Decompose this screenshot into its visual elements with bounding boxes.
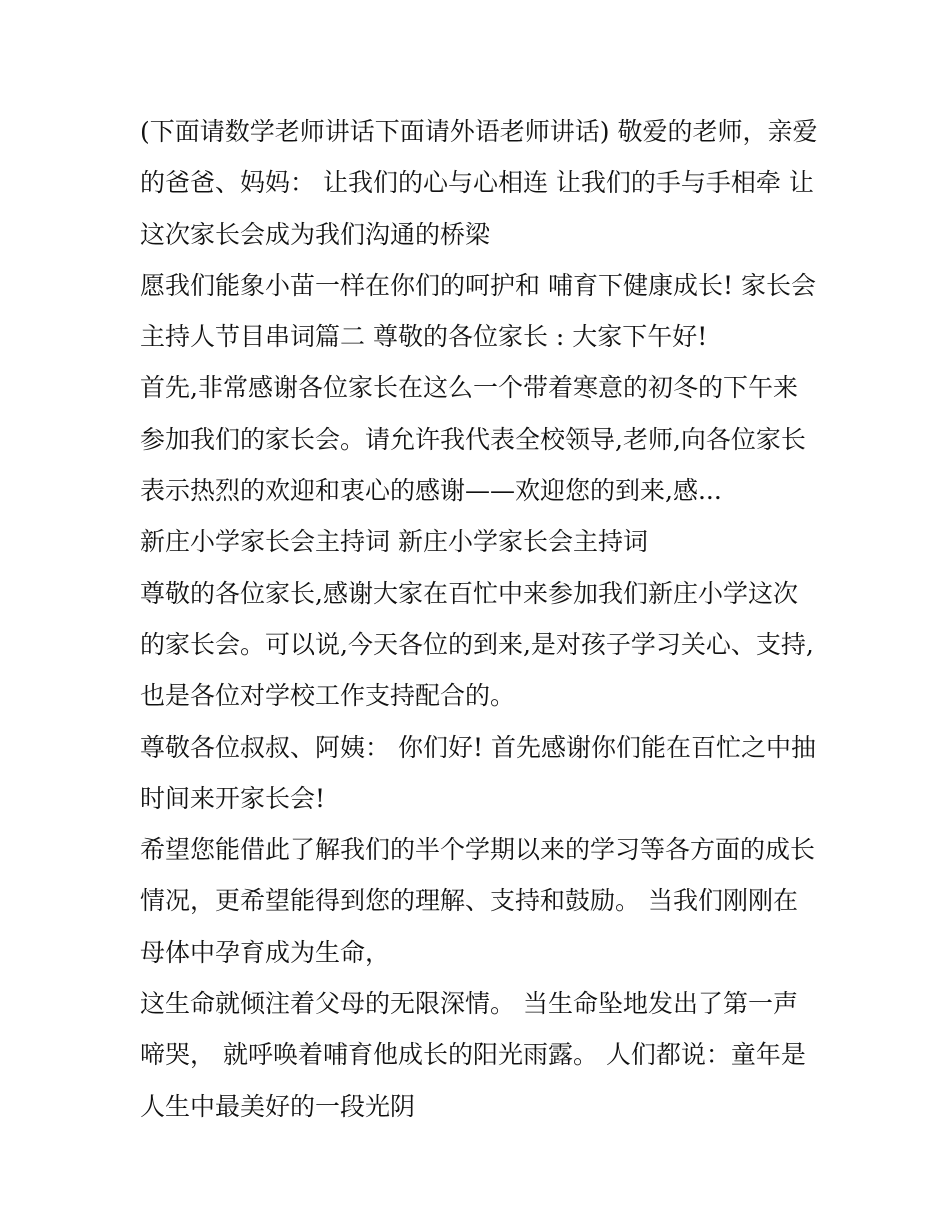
text-line: 表示热烈的欢迎和衷心的感谢——欢迎您的到来,感... (140, 476, 722, 506)
text-line: 的家长会。可以说,今天各位的到来,是对孩子学习关心、支持, (140, 629, 814, 659)
text-line: 也是各位对学校工作支持配合的。 (140, 681, 516, 711)
text-line: 尊敬各位叔叔、阿姨： 你们好! 首先感谢你们能在百忙之中抽 (140, 732, 816, 762)
text-line: 啼哭， 就呼唤着哺育他成长的阳光雨露。 人们都说：童年是 (140, 1040, 806, 1070)
text-line: 尊敬的各位家长,感谢大家在百忙中来参加我们新庄小学这次 (140, 578, 798, 608)
text-line: 愿我们能象小苗一样在你们的呵护和 哺育下健康成长! 家长会 (140, 270, 816, 300)
text-line: 首先,非常感谢各位家长在这么一个带着寒意的初冬的下午来 (140, 373, 798, 403)
text-line: 时间来开家长会! (140, 783, 326, 813)
text-line: 情况，更希望能得到您的理解、支持和鼓励。 当我们刚刚在 (140, 886, 798, 916)
body-text (140, 106, 830, 1132)
text-line: 希望您能借此了解我们的半个学期以来的学习等各方面的成长 (140, 835, 816, 865)
text-line: 新庄小学家长会主持词 新庄小学家长会主持词 (140, 527, 648, 557)
text-line: 这次家长会成为我们沟通的桥梁 (140, 219, 491, 249)
text-line: 的爸爸、妈妈： 让我们的心与心相连 让我们的手与手相牵 让 (140, 168, 814, 198)
text-line: 母体中孕育成为生命， (140, 937, 391, 967)
text-line: 人生中最美好的一段光阴 (140, 1091, 416, 1121)
text-line: 这生命就倾注着父母的无限深情。 当生命坠地发出了第一声 (140, 989, 798, 1019)
text-line: (下面请数学老师讲话下面请外语老师讲话) 敬爱的老师，亲爱 (140, 117, 818, 146)
text-line: 主持人节目串词篇二 尊敬的各位家长 : 大家下午好! (140, 322, 708, 352)
text-line: 参加我们的家长会。请允许我代表全校领导,老师,向各位家长 (140, 424, 806, 454)
